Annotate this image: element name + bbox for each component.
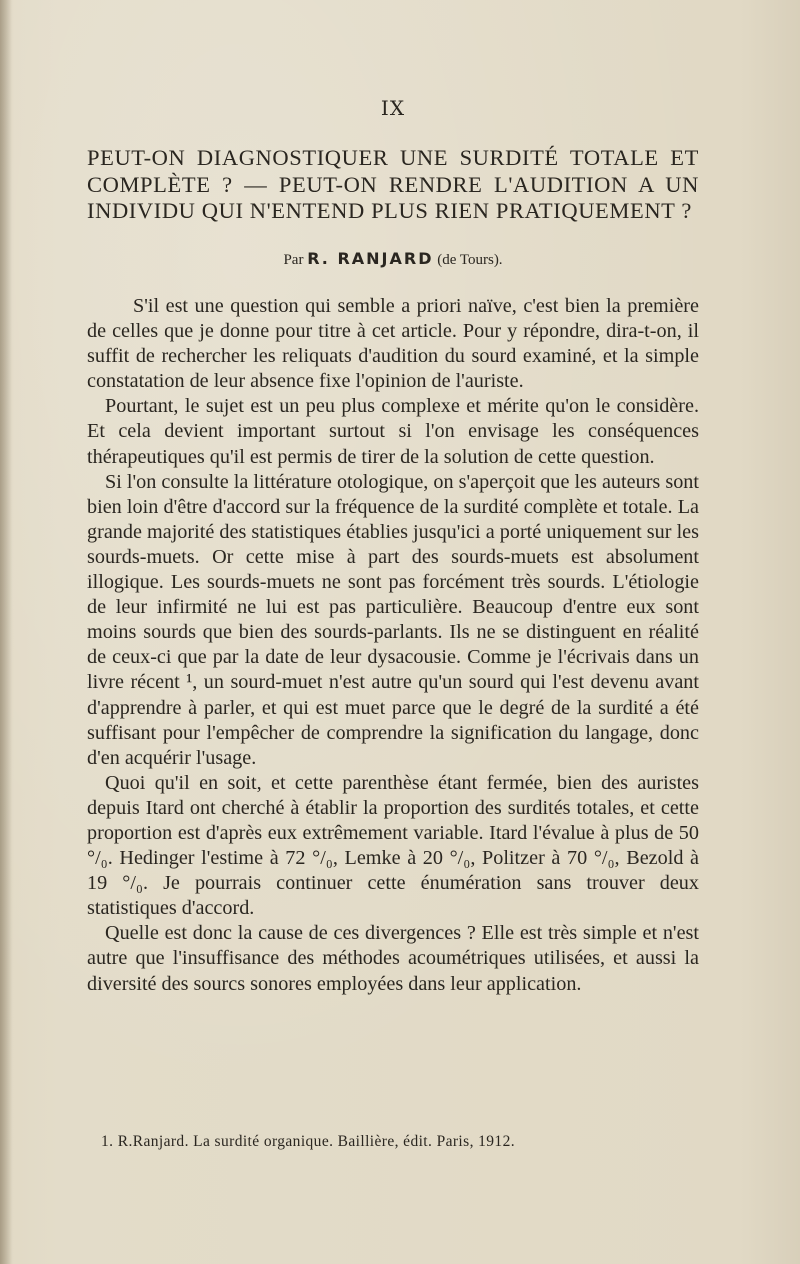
paragraph: Quelle est donc la cause de ces divergences ? Elle est très simple et n'est autre que l'insuffisance des méthodes acoumétriques utilisées, et aussi la diversité des sourcs sonores employées dans leur application. (87, 922, 699, 995)
page-spine-shadow (0, 0, 12, 1264)
paragraph: Quoi qu'il en soit, et cette parenthèse étant fermée, bien des auristes depuis Itard ont cherché à établir la proportion des surdités totales, et cette proportion est d'après eux extrêmement variable. Itard l'évalue à plus de 50 °/₀. Hedinger l'estime à 72 °/₀, Lemke à 20 °/₀, Politzer à 70 °/₀, Bezold à 19 °/₀. Je pourrais continuer cette énumération sans trouver deux statistiques d'accord. (87, 771, 699, 920)
byline-prefix: Par (283, 252, 304, 268)
paragraph: S'il est une question qui semble a priori naïve, c'est bien la première de celles que je donne pour titre à cet article. Pour y répondre, dira-t-on, il suffit de rechercher les reliquats d'audition du sourd examiné, et la simple constatation de leur absence fixe l'opinion de l'auriste. (87, 295, 699, 393)
article-title: PEUT-ON DIAGNOSTIQUER UNE SURDITÉ TOTALE ET COMPLÈTE ? — PEUT-ON RENDRE L'AUDITION A UN INDIVIDU QUI N'ENTEND PLUS RIEN PRATIQUEMENT ? (87, 145, 699, 223)
author-affiliation: (de Tours). (437, 252, 503, 268)
chapter-number: IX (380, 96, 406, 120)
author-name: R. RANJARD (307, 249, 434, 268)
paragraph: Si l'on consulte la littérature otologique, on s'aperçoit que les auteurs sont bien loin d'être d'accord sur la fréquence de la surdité complète et totale. La grande majorité des statistiques établies jusqu'ici a porté uniquement sur les sourds-muets. Or cette mise à part des sourds-muets est absolument illogique. Les sourds-muets ne sont pas forcément très sourds. L'étiologie de leur infirmité ne lui est pas particulière. Beaucoup d'entre eux sont moins sourds que bien des sourds-parlants. Ils ne se distinguent en réalité de ceux-ci que par la date de leur dysacousie. Comme je l'écrivais dans un livre récent ¹, un sourd-muet n'est autre qu'un sourd qui l'est devenu avant d'apprendre à parler, et qui est muet parce que le degré de la surdité a été suffisant pour l'empêcher de comprendre la signification du langage, donc d'en acquérir l'usage. (87, 470, 699, 769)
paragraph: Pourtant, le sujet est un peu plus complexe et mérite qu'on le considère. Et cela devient important surtout si l'on envisage les conséquences thérapeutiques qu'il est permis de tirer de la solution de cette question. (87, 395, 699, 468)
article-body (87, 294, 699, 997)
footnote: 1. R.Ranjard. La surdité organique. Baillière, édit. Paris, 1912. (101, 1133, 515, 1150)
byline (87, 249, 699, 269)
